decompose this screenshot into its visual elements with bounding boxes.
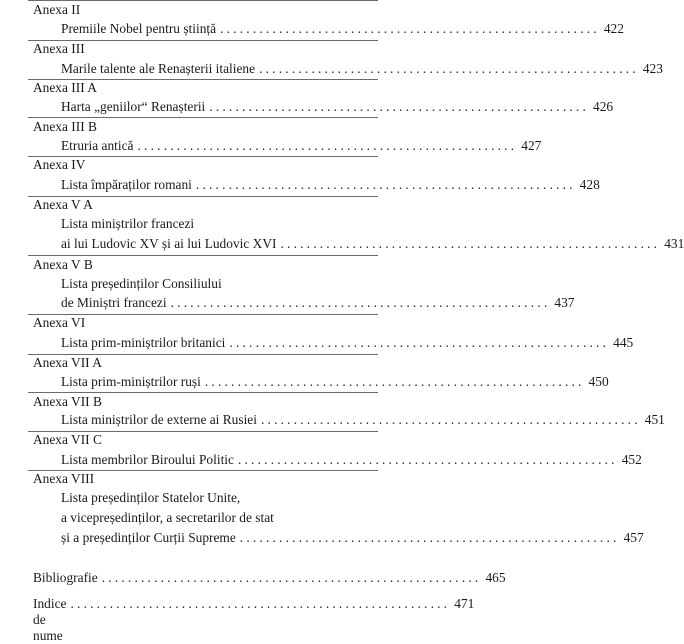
page-number: 457: [623, 530, 644, 545]
page-number: 431: [664, 236, 684, 251]
toc-entry-line: [61, 276, 379, 292]
entry-title: Lista președinților Statelor Unite,: [61, 490, 241, 505]
annex-label: Anexa VI: [33, 315, 86, 330]
page-number: 452: [621, 452, 642, 467]
dot-leader: ..........................................................: [70, 596, 451, 611]
entry-title: Premiile Nobel pentru știință: [61, 21, 217, 36]
toc-entry[interactable]: [61, 99, 614, 115]
page-number: 423: [642, 61, 663, 76]
page-number: 445: [613, 335, 634, 350]
annex-label: Anexa III A: [33, 80, 97, 95]
entry-title: Lista împăraților romani: [61, 177, 192, 192]
dot-leader: ..........................................................: [260, 412, 641, 427]
annex-label: Anexa II: [33, 2, 81, 17]
entry-title: Lista miniștrilor francezi: [61, 216, 195, 231]
toc-entry[interactable]: [61, 236, 684, 252]
entry-title: ai lui Ludovic XV și ai lui Ludovic XVI: [61, 236, 277, 251]
toc-entry-line: [61, 490, 379, 506]
dot-leader: ..........................................................: [101, 570, 482, 585]
page-number: 422: [603, 21, 624, 36]
toc-entry[interactable]: [61, 61, 663, 77]
entry-title: Lista miniștrilor de externe ai Rusiei: [61, 412, 257, 427]
annex-label: Anexa VII A: [33, 355, 102, 370]
annex-label: Anexa III B: [33, 119, 97, 134]
toc-entry[interactable]: [61, 21, 624, 37]
separator-line: [28, 0, 378, 1]
page-number: 451: [644, 412, 665, 427]
dot-leader: ..........................................................: [170, 295, 551, 310]
annex-label: Anexa V A: [33, 197, 93, 212]
toc-entry[interactable]: [61, 177, 600, 193]
toc-entry[interactable]: [61, 374, 609, 390]
dot-leader: ..........................................................: [195, 177, 576, 192]
annex-label: Anexa III: [33, 41, 85, 56]
page-number: 426: [593, 99, 614, 114]
entry-title: Lista prim-miniștrilor ruși: [61, 374, 201, 389]
page-number: 437: [554, 295, 575, 310]
page-number: 428: [579, 177, 600, 192]
entry-title: Bibliografie: [33, 570, 98, 585]
annex-label: Anexa VIII: [33, 471, 95, 486]
annex-label: Anexa VII B: [33, 394, 102, 409]
page-number: 427: [521, 138, 542, 153]
entry-title: și a președinților Curții Supreme: [61, 530, 236, 545]
separator-line: [28, 392, 378, 393]
entry-title: de Miniștri francezi: [61, 295, 167, 310]
dot-leader: ..........................................................: [220, 21, 600, 36]
toc-entry-bibliography[interactable]: [33, 570, 506, 586]
dot-leader: ..........................................................: [137, 138, 518, 153]
entry-title: Etruria antică: [61, 138, 134, 153]
toc-entry-index[interactable]: [33, 596, 475, 643]
entry-title: Marile talente ale Renașterii italiene: [61, 61, 256, 76]
page-number: 450: [588, 374, 609, 389]
toc-entry-line: [61, 510, 379, 526]
dot-leader: ..........................................................: [229, 335, 610, 350]
toc-entry[interactable]: [61, 295, 575, 311]
toc-entry[interactable]: [61, 335, 634, 351]
toc-entry[interactable]: [61, 452, 642, 468]
annex-label: Anexa V B: [33, 257, 93, 272]
dot-leader: ..........................................................: [209, 99, 590, 114]
dot-leader: ..........................................................: [239, 530, 620, 545]
toc-entry-line: [61, 216, 379, 232]
entry-title: Indice de nume: [33, 596, 67, 643]
dot-leader: ..........................................................: [259, 61, 639, 76]
entry-title: Lista membrilor Biroului Politic: [61, 452, 234, 467]
page-number: 465: [485, 570, 506, 585]
dot-leader: ..........................................................: [237, 452, 618, 467]
toc-entry[interactable]: [61, 138, 542, 154]
toc-entry[interactable]: [61, 530, 644, 546]
dot-leader: ..........................................................: [280, 236, 661, 251]
annex-label: Anexa VII C: [33, 432, 102, 447]
dot-leader: ..........................................................: [204, 374, 585, 389]
annex-label: Anexa IV: [33, 157, 86, 172]
toc-entry[interactable]: [61, 412, 665, 428]
entry-title: Lista președinților Consiliului: [61, 276, 222, 291]
entry-title: Lista prim-miniștrilor britanici: [61, 335, 226, 350]
page-number: 471: [454, 596, 475, 611]
separator-line: [28, 255, 378, 256]
entry-title: a vicepreședinților, a secretarilor de stat: [61, 510, 274, 525]
entry-title: Harta „geniilor“ Renașterii: [61, 99, 206, 114]
separator-line: [28, 117, 378, 118]
